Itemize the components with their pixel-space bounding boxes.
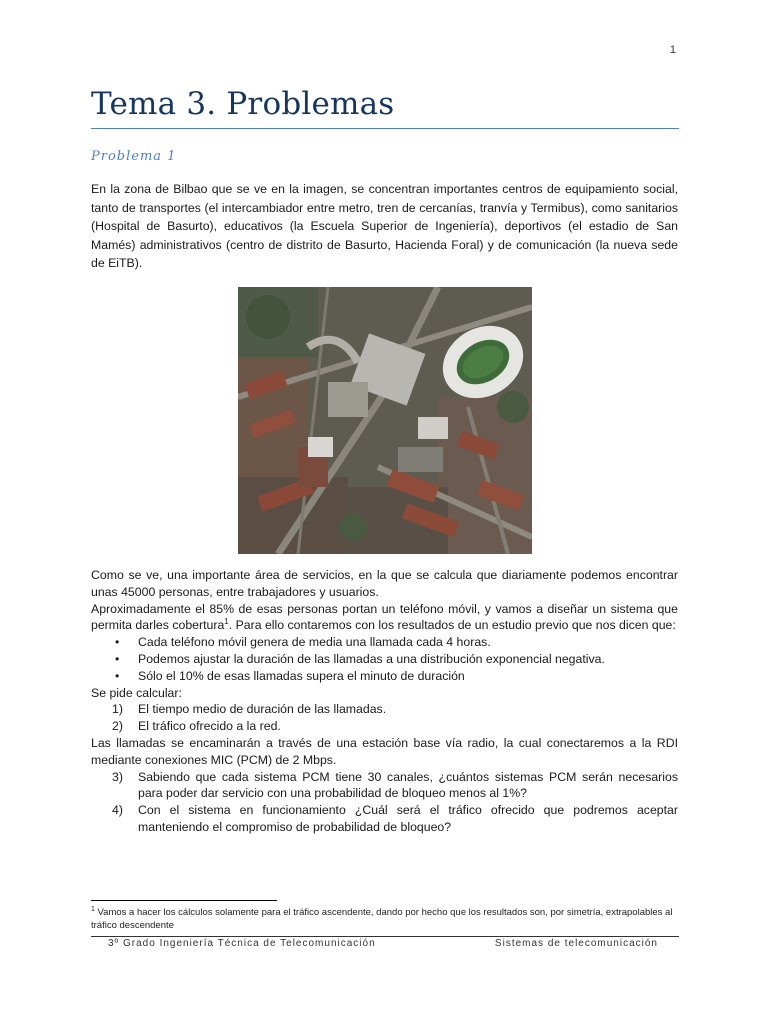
context-paragraph: Como se ve, una importante área de servicios, en la que se calcula que diariamente podemos encontrar unas 45000 personas, entre trabajadores y usuarios.	[91, 568, 678, 599]
footer-course: 3º Grado Ingeniería Técnica de Telecomunicación	[108, 938, 376, 949]
footnote: $^1$ Vamos a hacer los cálculos solamente para el tráfico ascendente, dando por hecho que los resultados son, por simetría, extrapolables al tráfico descendente	[91, 905, 673, 931]
footnote-reference[interactable]: 1	[224, 617, 229, 627]
list-item: 3) Sabiendo que cada sistema PCM tiene 30 canales, ¿cuántos sistemas PCM serán necesarios para poder dar servicio con una probabilidad de bloqueo menos al 1%?	[112, 769, 678, 801]
problem-heading: Problema 1	[91, 149, 177, 164]
network-paragraph: Las llamadas se encaminarán a través de una estación base vía radio, la cual conectaremos a la RDI mediante conexiones MIC (PCM) de 2 Mbps.	[91, 735, 678, 767]
list-item: • Sólo el 10% de esas llamadas supera el minuto de duración	[115, 668, 465, 683]
intro-paragraph: En la zona de Bilbao que se ve en la imagen, se concentran importantes centros de equipamiento social, tanto de transportes (el intercambiador entre metro, tren de cercanías, tranvía y Termibus), como sanitarios (Hospital de Basurto), educativos (la Escuela Superior de Ingeniería), deportivos (el estadio de San Mamés) administrativos (centro de distrito de Basurto, Hacienda Foral) y de comunicación (la nueva sede de EiTB).	[91, 182, 678, 270]
questions-list-b	[91, 769, 678, 836]
page-number: 1	[669, 44, 676, 56]
page-title: Tema 3. Problemas	[91, 86, 395, 122]
bullet-icon: •	[115, 668, 120, 683]
footer-rule	[91, 936, 679, 937]
questions-list-a	[91, 701, 678, 735]
bullet-icon: •	[115, 635, 120, 650]
footer-subject: Sistemas de telecomunicación	[494, 938, 658, 949]
study-results-list	[91, 634, 678, 684]
task-intro: Se pide calcular:	[91, 685, 182, 700]
list-item: 1) El tiempo medio de duración de las llamadas.	[112, 702, 387, 717]
footnote-separator	[91, 900, 277, 901]
title-underline	[91, 128, 679, 129]
footnote-mark: 1	[91, 905, 95, 913]
list-item: • Cada teléfono móvil genera de media una llamada cada 4 horas.	[115, 635, 491, 650]
list-item: 4) Con el sistema en funcionamiento ¿Cuál será el tráfico ofrecido que podremos aceptar manteniendo el compromiso de probabilidad de bloqueo?	[112, 803, 678, 834]
bullet-icon: •	[115, 651, 120, 666]
problem-body	[91, 567, 678, 836]
coverage-paragraph: Aproximadamente el 85% de esas personas portan un teléfono móvil, y vamos a diseñar un sistema que permita darles cobertura$^1$. Para ello contaremos con los resultados de un estudio previo que nos dicen que:	[91, 601, 678, 633]
list-item: • Podemos ajustar la duración de las llamadas a una distribución exponencial negativa.	[115, 651, 605, 666]
list-item: 2) El tráfico ofrecido a la red.	[112, 719, 281, 734]
aerial-photo	[238, 287, 532, 554]
